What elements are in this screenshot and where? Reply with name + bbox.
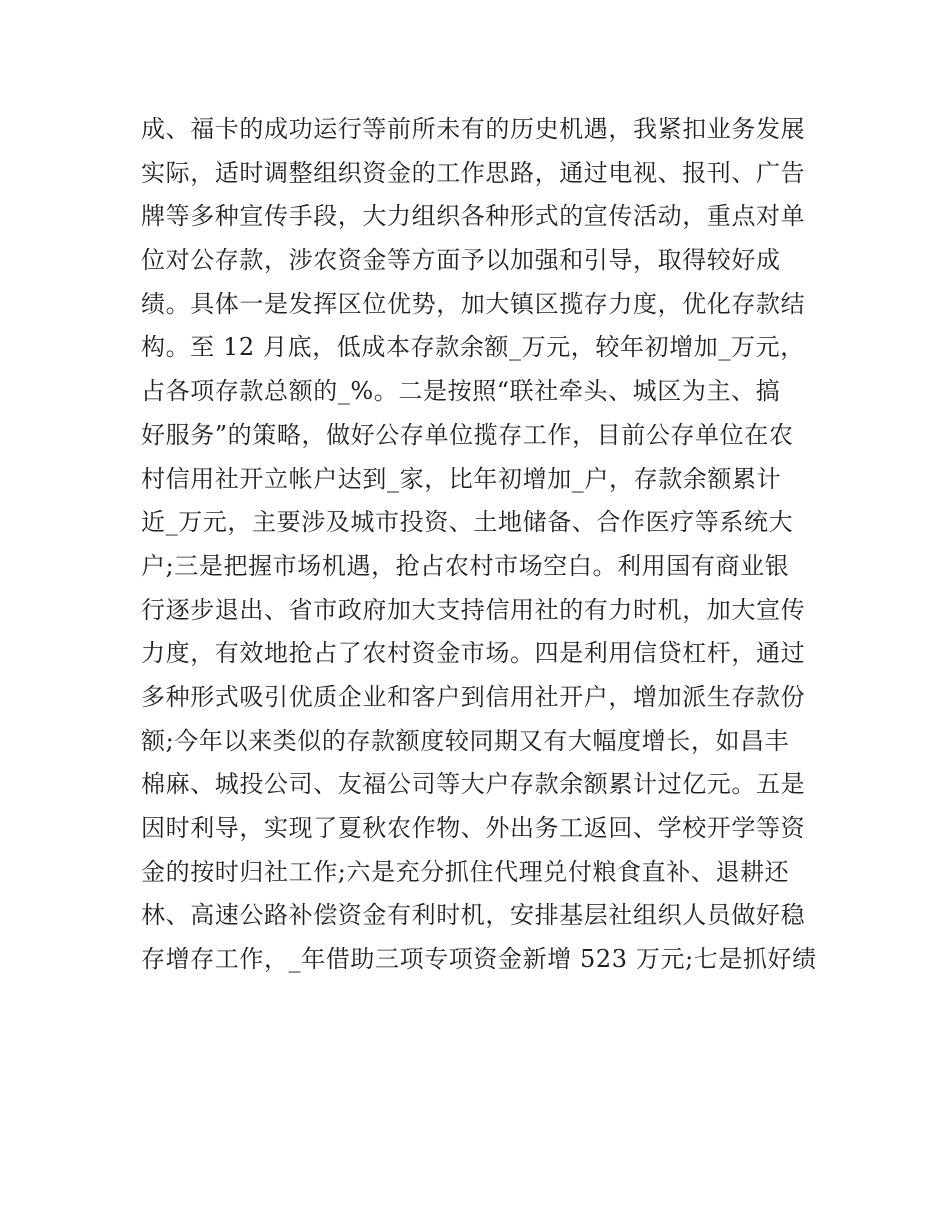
text-line: 金的按时归社工作;六是充分抓住代理兑付粮食直补、退耕还	[141, 857, 790, 886]
text-line: 因时利导，实现了夏秋农作物、外出务工返回、学校开学等资	[141, 814, 806, 842]
text-line: 额;今年以来类似的存款额度较同期又有大幅度增长，如昌丰	[141, 726, 790, 755]
text-line: 构。至 12 月底，低成本存款余额_万元，较年初增加_万元，	[141, 333, 805, 362]
text-line: 实际，适时调整组织资金的工作思路，通过电视、报刊、广告	[141, 158, 806, 187]
text-line: 林、高速公路补偿资金有利时机，安排基层社组织人员做好稳	[141, 901, 806, 930]
text-line: 位对公存款，涉农资金等方面予以加强和引导，取得较好成	[141, 246, 781, 275]
text-line: 成、福卡的成功运行等前所未有的历史机遇，我紧扣业务发展	[141, 115, 806, 143]
text-line: 占各项存款总额的_%。二是按照“联社牵头、城区为主、搞	[141, 377, 781, 406]
text-line: 好服务”的策略，做好公存单位揽存工作，目前公存单位在农	[141, 420, 794, 449]
text-line: 存增存工作，_年借助三项专项资金新增 523 万元;七是抓好绩	[141, 945, 817, 974]
text-line: 近_万元，主要涉及城市投资、土地储备、合作医疗等系统大	[141, 508, 794, 537]
text-line: 多种形式吸引优质企业和客户到信用社开户，增加派生存款份	[141, 682, 806, 711]
body-paragraph	[141, 108, 821, 982]
text-line: 牌等多种宣传手段，大力组织各种形式的宣传活动，重点对单	[141, 202, 806, 231]
text-line: 村信用社开立帐户达到_家，比年初增加_户，存款余额累计	[141, 464, 782, 493]
text-line: 户;三是把握市场机遇，抢占农村市场空白。利用国有商业银	[141, 551, 790, 580]
text-line: 绩。具体一是发挥区位优势，加大镇区揽存力度，优化存款结	[141, 289, 806, 318]
text-line: 力度，有效地抢占了农村资金市场。四是利用信贷杠杆，通过	[141, 639, 806, 668]
text-line: 棉麻、城投公司、友福公司等大户存款余额累计过亿元。五是	[141, 770, 806, 799]
text-line: 行逐步退出、省市政府加大支持信用社的有力时机，加大宣传	[141, 595, 806, 624]
